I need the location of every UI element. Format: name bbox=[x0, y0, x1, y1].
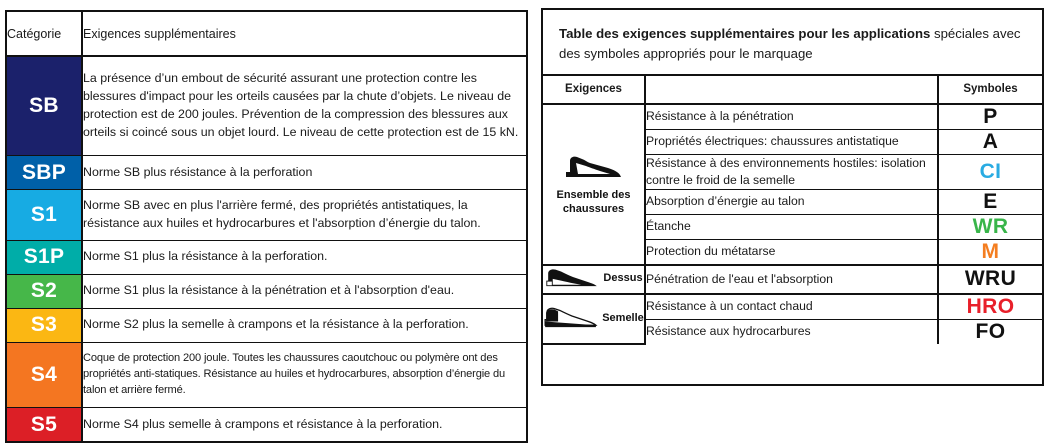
category-requirements-table-panel bbox=[5, 10, 528, 443]
special-applications-table bbox=[543, 76, 1042, 345]
symbol-cell-p: P bbox=[938, 104, 1042, 130]
category-cell-s1: S1 bbox=[7, 190, 82, 240]
table-row bbox=[543, 104, 1042, 130]
table-header-row bbox=[7, 12, 526, 56]
table-header-row bbox=[543, 76, 1042, 104]
table-row bbox=[7, 408, 526, 441]
requirement-cell-hydrocarbures: Résistance aux hydrocarbures bbox=[645, 319, 938, 344]
requirement-cell-antistatique: Propriétés électriques: chaussures antistatique bbox=[645, 129, 938, 154]
group-cell-ensemble-des-chaussures bbox=[543, 104, 645, 265]
category-cell-s1p: S1P bbox=[7, 240, 82, 274]
group-label-ensemble-des-chaussures: Ensemble des chaussures bbox=[556, 188, 631, 215]
group-cell-dessus bbox=[543, 265, 645, 294]
description-cell-s1p: Norme S1 plus la résistance à la perforation. bbox=[82, 240, 526, 274]
symbol-cell-wru: WRU bbox=[938, 265, 1042, 294]
requirement-cell-contact-chaud: Résistance à un contact chaud bbox=[645, 294, 938, 320]
special-applications-table-panel bbox=[541, 8, 1044, 386]
requirement-cell-froid: Résistance à des environnements hostiles: isolation contre le froid de la semelle bbox=[645, 154, 938, 189]
table-row bbox=[7, 56, 526, 156]
group-label-dessus: Dessus bbox=[603, 272, 643, 285]
shoe-sole-icon bbox=[543, 304, 599, 333]
header-middle-blank bbox=[645, 76, 938, 104]
description-cell-sbp: Norme SB plus résistance à la perforation bbox=[82, 156, 526, 190]
description-cell-s1: Norme SB avec en plus l'arrière fermé, des propriétés antistatiques, la résistance aux huiles et hydrocarbures et l'absorption d’énergie du talon. bbox=[82, 190, 526, 240]
header-categorie: Catégorie bbox=[7, 12, 82, 56]
category-cell-sb: SB bbox=[7, 56, 82, 156]
description-cell-s4: Coque de protection 200 joule. Toutes les chaussures caoutchouc ou polymère ont des propriétés anti-statiques. Résistance au huiles et hydrocarbures, absorption d’énergie du talon et arrière fermé. bbox=[82, 342, 526, 408]
category-requirements-table bbox=[7, 12, 526, 441]
table-row bbox=[7, 342, 526, 408]
right-table-title-rest: spéciales avec des symboles appropriés pour le marquage bbox=[559, 26, 1021, 61]
group-cell-semelle bbox=[543, 294, 645, 344]
symbol-cell-fo: FO bbox=[975, 319, 1006, 343]
table-row bbox=[7, 274, 526, 308]
table-row bbox=[7, 240, 526, 274]
category-cell-s3: S3 bbox=[7, 308, 82, 342]
header-exigences-supplementaires: Exigences supplémentaires bbox=[82, 12, 526, 56]
table-row bbox=[7, 190, 526, 240]
symbol-cell-e: E bbox=[938, 189, 1042, 214]
description-cell-s2: Norme S1 plus la résistance à la pénétration et à l'absorption d'eau. bbox=[82, 274, 526, 308]
symbol-cell-m: M bbox=[938, 239, 1042, 265]
table-row bbox=[7, 156, 526, 190]
description-cell-sb: La présence d’un embout de sécurité assurant une protection contre les blessures d'impact pour les orteils causées par la chute d’objets. Le niveau de protection est de 200 joules. Prévention de la compression des blessures aux orteils si coincé sous un objet lourd. Le niveau de cette protection est de 15 kN. bbox=[82, 56, 526, 156]
symbol-cell-wr: WR bbox=[938, 214, 1042, 239]
table-row bbox=[7, 308, 526, 342]
requirement-cell-metatarse: Protection du métatarse bbox=[645, 239, 938, 265]
shoe-full-icon bbox=[543, 152, 644, 187]
symbol-cell-hro: HRO bbox=[938, 294, 1042, 320]
table-row bbox=[543, 265, 1042, 294]
category-cell-s2: S2 bbox=[7, 274, 82, 308]
shoe-upper-icon bbox=[544, 266, 600, 293]
category-cell-s4: S4 bbox=[7, 342, 82, 408]
symbol-cell-a: A bbox=[938, 129, 1042, 154]
requirement-cell-etanche: Étanche bbox=[645, 214, 938, 239]
header-symboles: Symboles bbox=[938, 76, 1042, 104]
group-label-semelle: Semelle bbox=[602, 311, 644, 324]
requirement-cell-absorption-talon: Absorption d’énergie au talon bbox=[645, 189, 938, 214]
requirement-cell-penetration-eau: Pénétration de l'eau et l'absorption bbox=[645, 265, 938, 294]
right-table-title bbox=[543, 10, 1042, 76]
description-cell-s3: Norme S2 plus la semelle à crampons et la résistance à la perforation. bbox=[82, 308, 526, 342]
description-cell-s5: Norme S4 plus semelle à crampons et résistance à la perforation. bbox=[83, 416, 443, 431]
category-cell-s5: S5 bbox=[7, 408, 82, 441]
right-table-title-bold: Table des exigences supplémentaires pour les applications bbox=[559, 26, 931, 41]
table-row bbox=[543, 294, 1042, 320]
category-cell-sbp: SBP bbox=[7, 156, 82, 190]
header-exigences: Exigences bbox=[543, 76, 645, 104]
symbol-cell-ci: CI bbox=[938, 154, 1042, 189]
requirement-cell-penetration: Résistance à la pénétration bbox=[645, 104, 938, 130]
